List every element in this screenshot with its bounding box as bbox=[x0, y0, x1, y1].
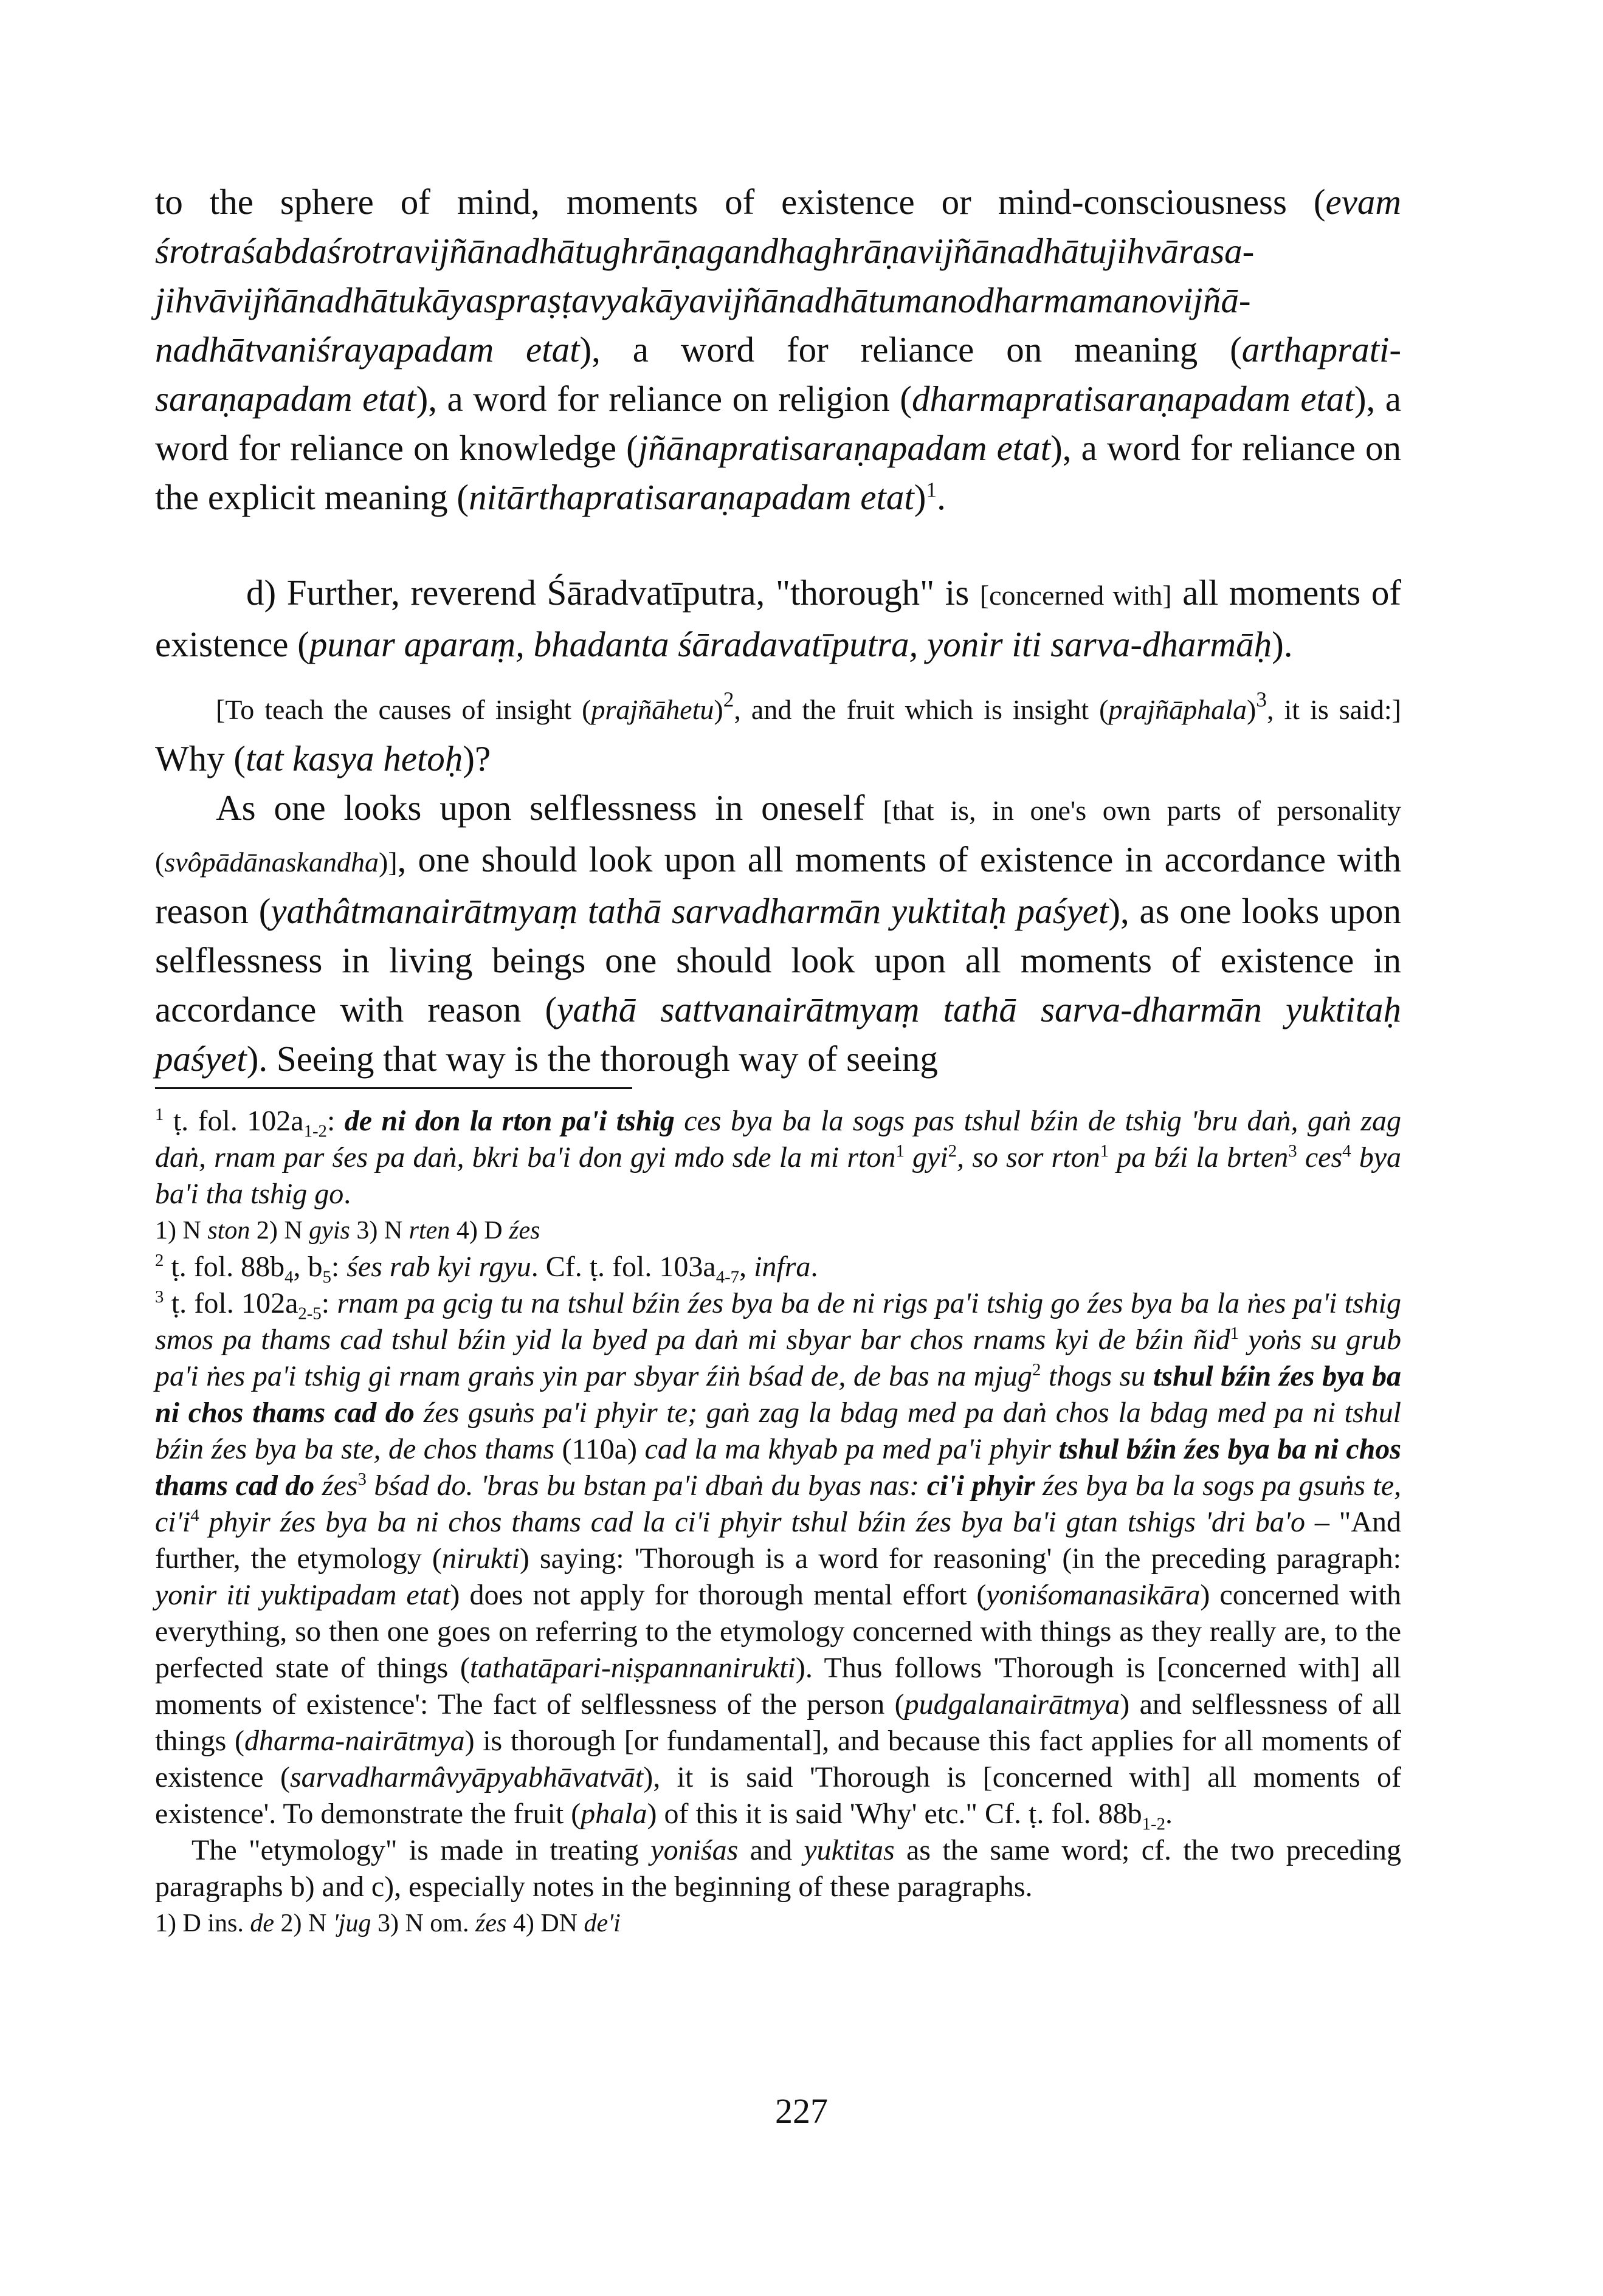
variant-word: źes bbox=[509, 1217, 540, 1245]
sanskrit-text: yathā sattvanairātmyaṃ tathā sarva-dharmān yuktitaḥ paśyet bbox=[155, 989, 1401, 1079]
text: The "etymology" is made in treating bbox=[191, 1834, 651, 1866]
sanskrit-text: tathatāpari-niṣpannanirukti bbox=[469, 1652, 796, 1684]
text: Why ( bbox=[155, 738, 246, 779]
text: . bbox=[937, 477, 946, 517]
tibetan-text: yoṅs su grub pa'i ṅes pa'i tshig gi rnam graṅs yin par sbyar źiṅ bśad de, de bas na mjug bbox=[155, 1324, 1401, 1392]
text: 4 bbox=[284, 1267, 294, 1287]
text: . bbox=[1165, 1798, 1173, 1830]
tibetan-text: gyi bbox=[904, 1141, 948, 1174]
text: ), a word for reliance on knowledge ( bbox=[155, 379, 1401, 468]
text: all moments of existence ( bbox=[155, 572, 1402, 664]
sanskrit-text: yoniśomanasikāra bbox=[986, 1579, 1201, 1611]
text: : bbox=[326, 1105, 345, 1137]
tibetan-text: phyir źes bya ba ni chos thams cad la ci'i phyir tshul bźin źes bya ba'i gtan tshigs 'dri ba'o bbox=[199, 1506, 1306, 1538]
tibetan-text: źes bbox=[314, 1469, 358, 1502]
tibetan-text: bya ba'i tha tshig go bbox=[155, 1141, 1402, 1210]
sanskrit-text: yathâtmanairātmyaṃ tathā sarvadharmān yuktitaḥ paśyet bbox=[271, 891, 1109, 931]
editorial-insert: )] bbox=[378, 847, 398, 878]
text: , bbox=[739, 1251, 754, 1283]
variant-label: 3) N bbox=[356, 1217, 403, 1245]
text: . bbox=[343, 1178, 351, 1210]
tibetan-text: ces bya ba la sogs pas tshul bźin de tshig 'bru daṅ, gaṅ zag daṅ, rnam par śes pa daṅ, bkri ba'i don gyi mdo sde la mi rton bbox=[155, 1105, 1401, 1174]
text: 4-7 bbox=[715, 1267, 740, 1287]
footnote-2 bbox=[155, 1249, 1401, 1285]
variant-ref: 1 bbox=[1100, 1141, 1109, 1161]
text: ). bbox=[1272, 624, 1293, 664]
tibetan-lemma: tshul bźin źes bya ba ni chos thams cad do bbox=[155, 1433, 1401, 1502]
sanskrit-text: phala bbox=[581, 1798, 647, 1830]
editorial-insert: [To teach the causes of insight ( bbox=[216, 694, 591, 725]
variant-word: rten bbox=[409, 1217, 450, 1245]
sanskrit-text: svôpādānaskandha bbox=[164, 847, 379, 878]
paragraph-1 bbox=[155, 177, 1401, 522]
variant-label: 4) D bbox=[456, 1217, 503, 1245]
tibetan-text: bśad do. 'bras bu bstan pa'i dbaṅ du byas nas: bbox=[366, 1469, 927, 1502]
text: ), a word for reliance on the explicit meaning ( bbox=[155, 428, 1401, 517]
variant-label: 3) N om. bbox=[377, 1909, 469, 1937]
sanskrit-text: jñānapratisaraṇapadam etat bbox=[638, 428, 1051, 468]
paragraph-4 bbox=[155, 783, 1401, 1084]
editorial-insert: ) bbox=[1246, 694, 1257, 725]
variant-label: 1) D ins. bbox=[155, 1909, 244, 1937]
variant-ref: 4 bbox=[1342, 1141, 1351, 1161]
text: ), it is said 'Thorough is [concerned with] all moments of existence'. To demonstrate the fruit ( bbox=[155, 1761, 1401, 1830]
text: and bbox=[738, 1834, 804, 1866]
editorial-insert: , it is said:] bbox=[1266, 694, 1401, 725]
tibetan-text: , so sor rton bbox=[957, 1141, 1100, 1174]
sanskrit-text: sarvadharmâvyāpyabhāvatvāt bbox=[290, 1761, 644, 1793]
text: )? bbox=[463, 738, 491, 779]
text: infra bbox=[754, 1251, 811, 1283]
text: ). Thus follows 'Thorough is [concerned with] all moments of existence': The fact of selflessness of the person ( bbox=[155, 1652, 1401, 1720]
text: : bbox=[331, 1251, 347, 1283]
variant-word: źes bbox=[475, 1909, 507, 1937]
editorial-insert: [that is, in one's own parts of personality ( bbox=[155, 795, 1402, 878]
text: ) of this it is said 'Why' etc." Cf. ṭ. fol. 88b bbox=[647, 1798, 1142, 1830]
text: ) saying: 'Thorough is a word for reasoning' (in the preceding paragraph: bbox=[519, 1542, 1402, 1575]
variant-word: gyis bbox=[309, 1217, 350, 1245]
tibetan-lemma: ci'i phyir bbox=[926, 1469, 1035, 1502]
text: . bbox=[810, 1251, 818, 1283]
sanskrit-text: dharma-nairātmya bbox=[244, 1725, 465, 1757]
variant-ref: 3 bbox=[357, 1469, 367, 1489]
variant-label: 2) N bbox=[280, 1909, 327, 1937]
editorial-insert: ) bbox=[714, 694, 723, 725]
text: ṭ. fol. 88b bbox=[171, 1251, 285, 1283]
text: as the same word; cf. the two preceding paragraphs b) and c), especially notes in the beginning of these paragraphs. bbox=[155, 1834, 1401, 1903]
variant-ref: 1 bbox=[1230, 1324, 1239, 1343]
text: to the sphere of mind, moments of existence or mind-consciousness ( bbox=[155, 182, 1326, 222]
tibetan-text: śes rab kyi rgyu bbox=[346, 1251, 531, 1283]
text: ) does not apply for thorough mental effort ( bbox=[450, 1579, 987, 1611]
footnote-number: 1 bbox=[155, 1105, 164, 1124]
tibetan-text: źes gsuṅs pa'i phyir te; gaṅ zag la bdag med pa daṅ chos la bdag med pa ni tshul bźin źes bya ba ste, de chos thams bbox=[155, 1397, 1402, 1465]
footnote-number: 3 bbox=[155, 1287, 164, 1307]
variant-word: 'jug bbox=[333, 1909, 371, 1937]
variant-word: de'i bbox=[584, 1909, 621, 1937]
paragraph-2 bbox=[155, 568, 1401, 669]
sanskrit-text: tat kasya hetoḥ bbox=[246, 738, 463, 779]
variant-ref: 2 bbox=[1032, 1360, 1041, 1380]
tibetan-text: pa bźi la brten bbox=[1108, 1141, 1289, 1174]
variant-readings bbox=[155, 1212, 1401, 1249]
sanskrit-text: punar aparaṃ, bhadanta śāradavatīputra, yonir iti sarva-dharmāḥ bbox=[309, 624, 1272, 664]
sanskrit-text: yoniśas bbox=[650, 1834, 739, 1866]
sanskrit-text: arthaprati-saraṇapadam etat bbox=[155, 329, 1401, 419]
text: ). Seeing that way is the thorough way of seeing bbox=[246, 1039, 938, 1079]
tibetan-lemma: tshul bźin źes bya ba ni chos thams cad do bbox=[155, 1360, 1402, 1429]
footnote-rule bbox=[155, 1087, 632, 1089]
text: , b bbox=[293, 1251, 323, 1283]
variant-label: 4) DN bbox=[512, 1909, 577, 1937]
paragraph-3 bbox=[155, 682, 1401, 783]
text: 2-5 bbox=[298, 1304, 322, 1324]
sanskrit-text: pudgalanairātmya bbox=[904, 1688, 1120, 1720]
sanskrit-text: dharmapratisaraṇapadam etat bbox=[911, 379, 1354, 419]
footnote-3-continuation bbox=[155, 1832, 1401, 1905]
tibetan-text: ces bbox=[1297, 1141, 1343, 1174]
footnote-number: 2 bbox=[155, 1251, 164, 1270]
variant-ref: 2 bbox=[948, 1141, 957, 1161]
variant-ref: 1 bbox=[895, 1141, 905, 1161]
tibetan-text: thogs su bbox=[1041, 1360, 1153, 1392]
main-text bbox=[155, 177, 1401, 1084]
footnote-ref: 2 bbox=[723, 687, 734, 712]
text: 1-2 bbox=[1142, 1814, 1166, 1834]
page-number: 227 bbox=[775, 2091, 828, 2131]
tibetan-text: źes bya ba la sogs pa gsuṅs te, ci'i bbox=[155, 1469, 1402, 1538]
footnote-3 bbox=[155, 1285, 1401, 1832]
variant-readings bbox=[155, 1905, 1401, 1942]
text: ṭ. fol. 102a bbox=[171, 1287, 298, 1319]
tibetan-text: rnam pa gcig tu na tshul bźin źes bya ba de ni rigs pa'i tshig go źes bya ba la ṅes pa'i tshig smos pa thams cad tshul bźin yid la byed pa daṅ mi sbyar bar chos rnams kyi de bźin ñid bbox=[155, 1287, 1402, 1356]
footnote-ref: 1 bbox=[926, 477, 937, 502]
tibetan-text: cad la ma khyab pa med pa'i phyir bbox=[644, 1433, 1059, 1465]
sanskrit-text: nirukti bbox=[441, 1542, 520, 1575]
text: ) is thorough [or fundamental], and because this fact applies for all moments of existence ( bbox=[155, 1725, 1402, 1793]
text: ) and selflessness of all things ( bbox=[155, 1688, 1402, 1757]
variant-label: 2) N bbox=[256, 1217, 303, 1245]
text: 5 bbox=[322, 1267, 331, 1287]
sanskrit-text: yuktitas bbox=[804, 1834, 895, 1866]
sanskrit-text: nitārthapratisaraṇapadam etat bbox=[469, 477, 914, 517]
footnotes bbox=[155, 1103, 1401, 1942]
text: ) concerned with everything, so then one goes on referring to the etymology concerned with things as they really are, to the perfected state of things ( bbox=[155, 1579, 1402, 1684]
sanskrit-text: yonir iti yuktipadam etat bbox=[155, 1579, 450, 1611]
sanskrit-text: evam śrotraśabdaśrotravijñānadhātughrāṇagandhaghrāṇavijñānadhātujihvārasa-jihvāvijñānadhātukāyaspraṣṭavyakāyavijñānadhātumanodharmamanovijñā-nadhātvaniśrayapadam etat bbox=[155, 182, 1401, 369]
text: (110a) bbox=[554, 1433, 645, 1465]
variant-word: ston bbox=[207, 1217, 250, 1245]
variant-word: de bbox=[250, 1909, 274, 1937]
tibetan-lemma: de ni don la rton pa'i tshig bbox=[344, 1105, 675, 1137]
sanskrit-text: prajñāhetu bbox=[591, 694, 714, 725]
text: : bbox=[321, 1287, 337, 1319]
text: ), a word for reliance on religion ( bbox=[416, 379, 912, 419]
footnote-1 bbox=[155, 1103, 1401, 1212]
variant-ref: 3 bbox=[1288, 1141, 1297, 1161]
variant-ref: 4 bbox=[190, 1506, 199, 1525]
editorial-insert: [concerned with] bbox=[979, 580, 1172, 611]
text: , one should look upon all moments of existence in accordance with reason ( bbox=[155, 839, 1401, 931]
variant-label: 1) N bbox=[155, 1217, 201, 1245]
text: ), a word for reliance on meaning ( bbox=[579, 329, 1242, 369]
text: ), as one looks upon selflessness in living beings one should look upon all moments of existence in accordance with reason ( bbox=[155, 891, 1401, 1029]
text: As one looks upon selflessness in oneself bbox=[216, 788, 883, 828]
text: ṭ. fol. 102a bbox=[173, 1105, 304, 1137]
text: . Cf. ṭ. fol. 103a bbox=[531, 1251, 716, 1283]
text: 1-2 bbox=[303, 1121, 327, 1141]
text: ) bbox=[914, 477, 926, 517]
sanskrit-text: prajñāphala bbox=[1108, 694, 1247, 725]
text: – "And further, the etymology ( bbox=[155, 1506, 1401, 1575]
text: d) Further, reverend Śāradvatīputra, "thorough" is bbox=[246, 572, 980, 613]
footnote-ref: 3 bbox=[1256, 687, 1267, 712]
editorial-insert: , and the fruit which is insight ( bbox=[734, 694, 1109, 725]
